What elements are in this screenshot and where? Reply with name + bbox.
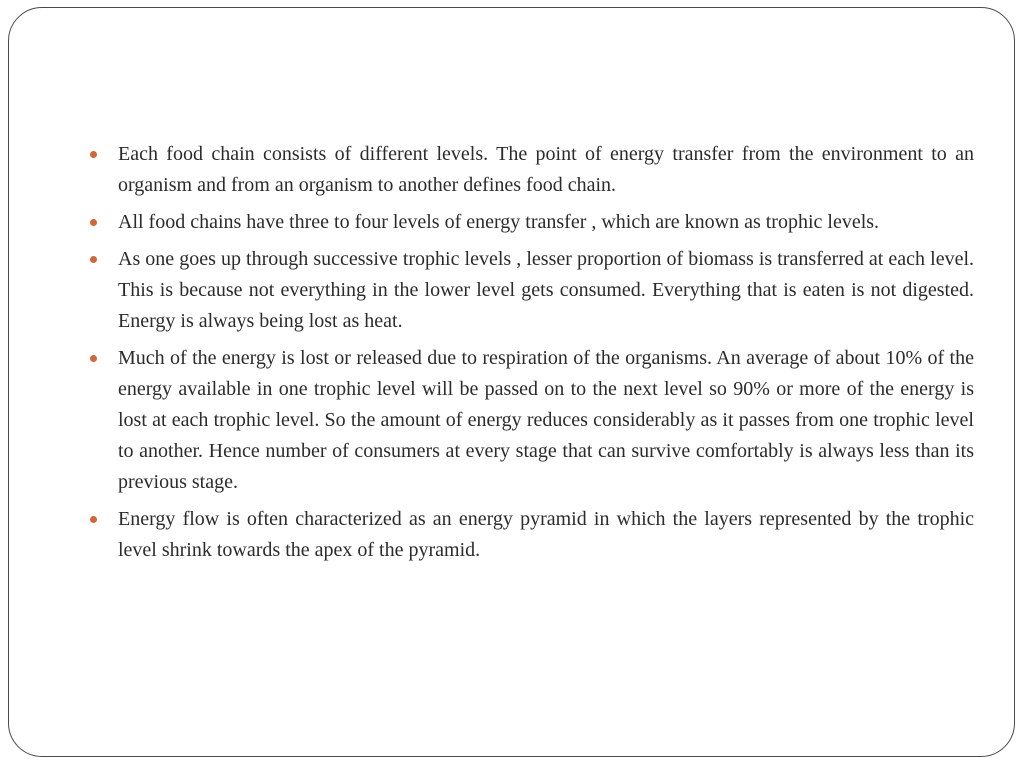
bullet-item (87, 343, 974, 498)
bullet-text: Much of the energy is lost or released due to respiration of the organisms. An average of about 10% of the energy available in one trophic level will be passed on to the next level so 90% or more of the energy is lost at each trophic level. So the amount of energy reduces considerably as it passes from one trophic level to another. Hence number of consumers at every stage that can survive comfortably is always less than its previous stage. (118, 347, 974, 493)
bullet-list (87, 139, 974, 566)
bullet-item (87, 139, 974, 201)
bullet-dot-icon (90, 219, 97, 226)
slide-frame (8, 7, 1015, 757)
bullet-item (87, 207, 974, 238)
bullet-dot-icon (90, 151, 97, 158)
bullet-text: All food chains have three to four levels of energy transfer , which are known as trophic levels. (118, 211, 880, 233)
bullet-item (87, 244, 974, 337)
bullet-dot-icon (90, 256, 97, 263)
bullet-dot-icon (90, 516, 97, 523)
bullet-text: Energy flow is often characterized as an energy pyramid in which the layers represented by the trophic level shrink towards the apex of the pyramid. (118, 508, 974, 561)
bullet-item (87, 504, 974, 566)
bullet-text: Each food chain consists of different levels. The point of energy transfer from the environment to an organism and from an organism to another defines food chain. (118, 143, 974, 196)
bullet-text: As one goes up through successive trophic levels , lesser proportion of biomass is transferred at each level. This is because not everything in the lower level gets consumed. Everything that is eaten is not digested. Energy is always being lost as heat. (118, 248, 974, 332)
bullet-dot-icon (90, 355, 97, 362)
slide-content (87, 139, 974, 572)
